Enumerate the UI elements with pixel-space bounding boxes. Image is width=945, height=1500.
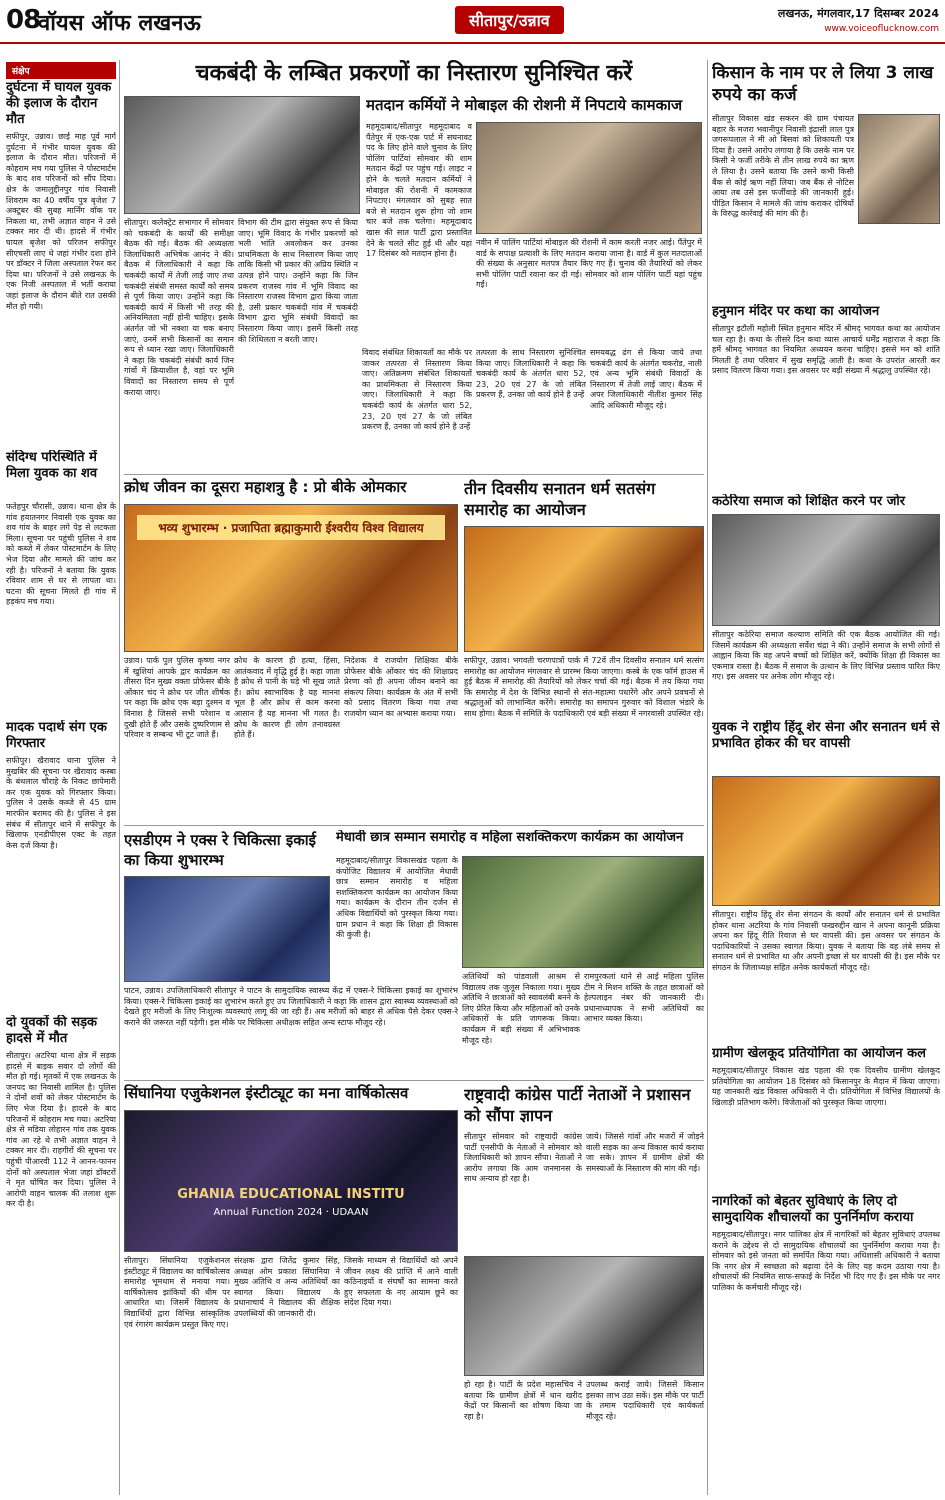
mobile-light-photo — [476, 122, 702, 234]
section-rule — [124, 825, 704, 826]
hindu-army-body: सीतापुर। राष्ट्रीय हिंदू शेर सेना संगठन के कार्यों और सनातन धर्म से प्रभावित होकर थाना अटरिया के गांव निवासी फखरुद्दीन खान ने अपना कानूनी प्रक्रिया अपना कर हिंदू रीति रिवाज से घर वापसी की। इस अवसर पर संगठन के पदाधिकारियों ने उसका स्वागत किया। युवक ने बताया कि वह लंबे समय से सनातन धर्म से प्रभावित था और अपनी इच्छा से घर वापसी की है। इस मौके पर संगठन के जिलाध्यक्ष सहित अनेक कार्यकर्ता मौजूद रहे। — [712, 910, 940, 972]
meritorious-body-3: रामपुरकलां थाने से आई महिला पुलिस टीम ने मिशन शक्ति के तहत छात्राओं को हेल्पलाइन नंबर की जानकारी दी। प्रधानाध्यापक ने सभी अतिथियों का आभार व्यक्त किया। — [584, 972, 704, 1024]
kathera-body: सीतापुर कठेरिया समाज कल्याण समिति की एक बैठक आयोजित की गई। जिसमें कार्यक्रम की अध्यक्षता सर्वेश चंद्रा ने की। उन्होंने समाज के सभी लोगों से आह्वान किया कि वह अपने बच्चों को शिक्षित करें, क्योंकि शिक्षा ही विकास का एकमात्र रास्ता है। बैठक में समाज के उत्थान के लिए विभिन्न प्रस्ताव पारित किए गए। इस अवसर पर अनेक लोग मौजूद रहे। — [712, 630, 940, 682]
hindu-army-headline: युवक ने राष्ट्रीय हिंदू शेर सेना और सनातन धर्म से प्रभावित होकर की घर वापसी — [712, 720, 940, 751]
kathera-photo — [712, 514, 940, 626]
singhania-photo — [124, 1110, 458, 1252]
mobile-light-headline: मतदान कर्मियों ने मोबाइल की रोशनी में निपटाये कामकाज — [366, 96, 683, 114]
congress-photo — [464, 1256, 704, 1376]
meritorious-photo — [462, 856, 704, 968]
meditation-body-1: उन्नाव। पार्क पुल पुलिस कृष्णा नगर में खुशियां आपके द्वार कार्यक्रम का तीसरा दिन मुख्य वक्ता प्रोफेसर बीके ओंकार चंद ने क्रोध पर जीत शीर्षक पर कहा कि क्रोध एक बड़ा दुश्मन व विनाश है जिससे सभी परेशान व दुखी होते हैं और उसके दुष्परिणाम से परिवार व सम्बन्ध भी टूट जाते हैं। — [124, 656, 230, 740]
singhania-stage-text: GHANIA EDUCATIONAL INSTITU — [177, 1187, 405, 1202]
brief-2-headline: संदिग्ध परिस्थिति में मिला युवक का शव — [6, 450, 98, 481]
paper-title: वॉयस ऑफ लखनऊ — [38, 11, 201, 36]
sports-headline: ग्रामीण खेलकूद प्रतियोगिता का आयोजन कल — [712, 1046, 926, 1061]
section-label: सीतापुर/उन्नाव — [455, 6, 564, 34]
mobile-light-body-1: महमूदाबाद/सीतापुर महमूदाबाद व पैंतेपुर में एक-एक पार्ट में सघनावट पद के लिए होने वाले चुनाव के लिए पोलिंग पार्टियां सोमवार की शाम मतदान केंद्रों पर पहुंच गई। लाइट न होने के चलते मतदान कर्मियों ने मोबाइल की रोशनी में कामकाज निपटाए। मंगलवार को सुबह सात बजे से मतदान शुरू होगा जो शाम चार बजे तक चलेगा। महमूदाबाद खास की सात पार्टी द्वारा प्रस्तावित देने के चलते सीट हुई थी और यहां 17 दिसंबर को मतदान होना है। — [366, 122, 472, 259]
meditation-banner: भव्य शुभारम्भ · प्रजापिता ब्रह्माकुमारी ईश्वरीय विश्व विद्यालय — [137, 515, 445, 540]
congress-body-1: सीतापुर सोमवार को राष्ट्रवादी कांग्रेस पार्टी एनसीपी के नेताओं ने सोमवार को जिलाधिकारी को ज्ञापन सौंपा। नेताओं ने आरोप लगाया कि आम जनमानस के साथ अन्याय हो रहा है। — [464, 1132, 582, 1184]
lead-body-5: समयबद्ध ढंग से किया जाये तथा चकबंदी कार्य के अंतर्गत चकरोड, नाली एवं अन्य भूमि संबंधी विवादों के निस्तारण में तेजी लाई जाए। बैठक में अपर जिलाधिकारी नीतीश कुमार सिंह आदि अधिकारी मौजूद रहे। — [590, 348, 702, 410]
meritorious-body-1: महमूदाबाद/सीतापुर विकासखंड पहला के कंपोजिट विद्यालय में आयोजित मेधावी छात्र सम्मान समारोह व महिला सशक्तिकरण कार्यक्रम का आयोजन किया गया। कार्यक्रम के दौरान तीन दर्जन से अधिक विद्यार्थियों को पुरस्कृत किया गया। ग्राम प्रधान ने कहा कि शिक्षा ही विकास की कुंजी है। — [336, 856, 458, 940]
meritorious-body-2: अतिथियों को पांडवाली आश्रम से विद्यालय तक जुलूस निकाला गया। मुख्य अतिथि ने छात्राओं को स्वावलंबी बनने के लिए प्रेरित किया और महिलाओं को उनके अधिकारों के प्रति जागरूक किया। कार्यक्रम में बड़ी संख्या में अभिभावक मौजूद रहे। — [462, 972, 580, 1045]
lead-body-3: विवाद संबंधित शिकायतों का मौके पर जाकर तत्परता से निस्तारण किया जाए। अतिक्रमण संबंधित शिकायतों का प्राथमिकता से निस्तारण किया जाए। जिलाधिकारी ने कहा कि चकबंदी कार्य के अंतर्गत धारा 52, 23, 20 एवं 27 के जो लंबित प्रकरण हैं, उनका जो कार्य होने है उन्हें — [362, 348, 472, 432]
hindu-army-photo — [712, 776, 940, 906]
xray-headline: एसडीएम ने एक्स रे चिकित्सा इकाई का किया शुभारम्भ — [124, 831, 316, 869]
hanuman-body: सीतापुर इटौली महोली स्थित हनुमान मंदिर में श्रीमद् भागवत कथा का आयोजन चल रहा है। कथा के तीसरे दिन कथा व्यास आचार्य धर्मेंद्र महाराज ने कहा कि हमें श्रीमद् भागवत का नियमित अध्ययन करना चाहिए। इससे मन को शांति मिलती है तथा परिवार में सुख समृद्धि आती है। कथा के उपरांत आरती कर प्रसाद वितरण किया गया। इस अवसर पर बड़ी संख्या में श्रद्धालु उपस्थित रहे। — [712, 324, 940, 376]
congress-body-4: उपलब्ध कराई जाये। जिससे किसान इसका लाभ उठा सकें। इस मौके पर पार्टी के तमाम पदाधिकारी एवं कार्यकर्ता मौजूद रहे। — [586, 1380, 704, 1421]
lead-body-1: सीतापुर। कलेक्ट्रेट सभागार में सोमवार को चकबंदी के कार्यों की समीक्षा बैठक की गई। बैठक की अध्यक्षता जिलाधिकारी अभिषेक आनंद ने की। बैठक में जिलाधिकारी ने कहा कि चकबंदी कार्यों में तेजी लाई जाए तथा चकबंदी संबंधी समस्त कार्यों को समय से पूर्ण किया जाए। उन्होंने कहा कि चकबंदी कार्य में किसी भी तरह की अनियमितता नहीं होनी चाहिए। इसके अंतर्गत जो भी नक्शा या चक बनाए जाएं, उनमें सभी किसानों का समान रूप से ध्यान रखा जाए। जिलाधिकारी ने कहा कि चकबंदी संबंधी कार्य जिन गांवों में क्रियाशील है, वहां पर भूमि विवादों का निस्तारण समय से पूर्ण कराया जाए। — [124, 218, 234, 397]
dateline: लखनऊ, मंगलवार,17 दिसम्बर 2024 — [777, 7, 939, 20]
toilets-body: महमूदाबाद/सीतापुर। नगर पालिका क्षेत्र में नागरिकों को बेहतर सुविधाएं उपलब्ध कराने के उद्देश्य से दो सामुदायिक शौचालयों का पुनर्निर्माण कराया गया है। सोमवार को इसे जनता को समर्पित किया गया। अधिशासी अधिकारी ने बताया कि नगर क्षेत्र में स्वच्छता को बढ़ावा देने के लिए यह कदम उठाया गया है। शौचालयों की नियमित साफ-सफाई के निर्देश भी दिए गए हैं। इस मौके पर नगर पालिका के कर्मचारी मौजूद रहे। — [712, 1230, 940, 1292]
satsang-headline: तीन दिवसीय सनातन धर्म सतसंग समारोह का आयोजन — [464, 479, 656, 519]
singhania-body-1: सीतापुर। सिंघानिया एजुकेशनल इंस्टीट्यूट में विद्यालय का वार्षिकोत्सव समारोह भूमधाम से मनाया गया। वार्षिकोत्सव झांकियों की थीम पर आधारित था। जिसमें विद्यालय के विद्यार्थियों द्वारा विभिन्न सांस्कृतिक एवं रंगारंग कार्यक्रम प्रस्तुत किए गए। — [124, 1256, 230, 1329]
meditation-body-2: क्रोध के कारण ही हत्या, हिंसा, आतंकवाद में वृद्धि हुई है। कहा जाता है क्रोध से पानी के घड़े भी सूख जाते हैं। क्रोध स्वाभाविक है यह मानना भूल है और क्रोध से काम करना आसान है यह मानना भी गलत है। क्रोध के कारण ही लोग तनावग्रस्त होते हैं। — [234, 656, 340, 740]
briefs-tag: संक्षेप — [6, 62, 116, 79]
loan-headline: किसान के नाम पर ले लिया 3 लाख रुपये का कर्ज — [712, 63, 934, 105]
hanuman-headline: हनुमान मंदिर पर कथा का आयोजन — [712, 304, 880, 319]
loan-body: सीतापुर विकास खंड सकरन की ग्राम पंचायत बहार के मजरा भवानीपुर निवासी इंद्रासी लाल पुत्र जगरूपलाल ने मी ओ बिसवां को शिकायती पत्र दिया है। उसने आरोप लगाया है कि उसके नाम पर किसी ने फर्जी तरीके से तीन लाख रुपये का ऋण ले लिया है। उसने बताया कि उसने कभी किसी बैंक से कोई ऋण नहीं लिया। जब बैंक से नोटिस आया तब उसे इस फर्जीवाड़े की जानकारी हुई। पीड़ित किसान ने मामले की जांच कराकर दोषियों के विरुद्ध कार्रवाई की मांग की है। — [712, 114, 854, 219]
meditation-photo — [124, 504, 458, 652]
xray-body: पाटन, उन्नाव। उपजिलाधिकारी सीतापुर ने पाटन के सामुदायिक स्वास्थ्य केंद्र में एक्स-रे चिकित्सा इकाई का शुभारंभ किया। एक्स-रे चिकित्सा इकाई का शुभारंभ करते हुए उप जिलाधिकारी ने कहा कि शासन द्वारा स्वास्थ्य व्यवस्थाओं को देखते हुए मरीजों के लिए निःशुल्क व्यवस्थाएं लागू की जा रही हैं। अब मरीजों को बाहर से अधिक पैसे देकर एक्स-रे कराने की जरूरत नहीं पड़ेगी। इस मौके पर चिकित्सा अधीक्षक सहित अन्य स्टाफ मौजूद रहे। — [124, 986, 458, 1027]
satsang-body: सफीपुर, उन्नाव। भगवती चरणपात्रों पार्क में 72वें तीन दिवसीय सनातन धर्म सत्संग समारोह का आयोजन मंगलवार से प्रारम्भ किया जाएगा। कस्बे के एक फॉर्म हाउस में हुई बैठक में समारोह की तैयारियों को लेकर चर्चा की गई। बैठक में तय किया गया कि समारोह में देश के विभिन्न स्थानों से संत-महात्मा पधारेंगे और अपने प्रवचनों से श्रद्धालुओं को लाभान्वित करेंगे। समारोह का समापन गुरुवार को विशाल भंडारे के साथ होगा। बैठक में समिति के पदाधिकारी एवं बड़ी संख्या में नगरवासी उपस्थित रहे। — [464, 656, 704, 718]
lead-photo — [124, 96, 360, 214]
brief-2-body: फतेहपुर चौरासी, उन्नाव। थाना क्षेत्र के गांव हयातनगर निवासी एक युवक का शव गांव के बाहर लगे पेड़ से लटकता मिला। सूचना पर पहुंची पुलिस ने शव को कब्जे में लेकर पोस्टमार्टम के लिए भेज दिया और मामले की जांच कर रही है। परिजनों ने बताया कि युवक रविवार शाम से घर से लापता था। घटना की सूचना मिलते ही गांव में हड़कंप मच गया। — [6, 502, 116, 607]
brief-3-body: सफीपुर। खैरावाद थाना पुलिस ने मुखबिर की सूचना पर खैरावाद कस्बा के बंथलाल चौराहे के निकट छापेमारी कर एक युवक को गिरफ्तार किया। पुलिस ने उसके कब्जे से 45 ग्राम मारफीन बरामद की है। पुलिस ने इस संबंध में सीतापुर थाने में सफीपुर के खिलाफ एनडीपीएस एक्ट के तहत केस दर्ज किया है। — [6, 756, 116, 850]
masthead — [0, 0, 945, 44]
page-number: 08 — [6, 5, 41, 35]
xray-photo — [124, 876, 330, 982]
brief-4-body: सीतापुर। अटरिया थाना क्षेत्र में सड़क हादसे में बाइक सवार दो लोगों की मौत हो गई। मृतकों में एक लखनऊ के जनपद का निवासी शामिल है। पुलिस ने दोनों शवों को लेकर पोस्टमार्टम के लिए भेज दिया है। हादसे के बाद परिजनों में कोहराम मच गया। अटरिया क्षेत्र से मडिया लोहारन गांव तक युवक गांव आ रहे थे तभी अज्ञात वाहन ने टक्कर मार दी। राहगीरों की सूचना पर पहुंची पीआरवी 112 ने आनन-फानन दोनों को अस्पताल भेजा जहां डॉक्टरों ने मृत घोषित कर दिया। पुलिस ने आरोपी वाहन चालक की तलाश शुरू कर दी है। — [6, 1051, 116, 1209]
section-rule — [124, 474, 704, 475]
satsang-photo — [464, 526, 704, 652]
lead-body-2: विभाग की टीम द्वारा संयुक्त रूप से किया जाए। भूमि विवाद के गंभीर प्रकरणों को भली भांति अवलोकन कर उनका प्राथमिकता के साथ निस्तारण किया जाए ताकि किसी भी प्रकार की अप्रिय स्थिति न उत्पन्न होने पाए। उन्होंने कहा कि जिन प्रकरण राजस्व गांव में भूमि विवाद का निस्तारण राजस्व विभाग द्वारा किया जाता है, उसी प्रकार चकबंदी गांव में चकबंदी विभाग द्वारा भूमि संबंधी विवादों का निस्तारण किया जाए। इसमें किसी तरह की शिथिलता न बरती जाए। — [238, 218, 358, 344]
website: www.voiceoflucknow.com — [824, 24, 939, 34]
kathera-headline: कठेरिया समाज को शिक्षित करने पर जोर — [712, 494, 906, 509]
meritorious-headline: मेधावी छात्र सम्मान समारोह व महिला सशक्तिकरण कार्यक्रम का आयोजन — [336, 830, 684, 845]
meditation-headline: क्रोध जीवन का दूसरा महाशत्रु है : प्रो बीके ओमकार — [124, 478, 407, 496]
congress-headline: राष्ट्रवादी कांग्रेस पार्टी नेताओं ने प्रशासन को सौंपा ज्ञापन — [464, 1085, 691, 1125]
lead-headline: चकबंदी के लम्बित प्रकरणों का निस्तारण सुनिश्चित करें — [195, 61, 633, 86]
brief-1-body: सफीपुर, उन्नाव। छाई माह पूर्व मार्ग दुर्घटना में गंभीर घायल युवक की इलाज के दौरान मौत। परिजनों में कोहराम मच गया पुलिस ने पोस्टमार्टम के बाद शव परिजनों को सौंप दिया। क्षेत्र के जमालुद्दीनपुर गांव निवासी शिवराम का 40 वर्षीय पुत्र बृजेश 7 अक्टूबर की सुबह मार्निंग वॉक पर निकला था, तभी अज्ञात वाहन ने उसे टक्कर मार दी थी। हादसे में गंभीर घायल बृजेश को परिजन सफीपुर सीएचसी लाए थे जहां गंभीर दशा होने पर डॉक्टर ने जिला अस्पताल रेफर कर दिया था। परिजनों ने उसे लखनऊ के एक निजी अस्पताल में भर्ती कराया जहां इलाज के दौरान बीते रात उसकी मौत हो गयी। — [6, 132, 116, 311]
sports-body: महमूदाबाद/सीतापुर विकास खंड पहला की एक दिवसीय ग्रामीण खेलकूद प्रतियोगिता का आयोजन 18 दिसंबर को किसानपुर के मैदान में किया जाएगा। यह जानकारी खंड विकास अधिकारी ने दी। प्रतियोगिता में विभिन्न विद्यालयों के खिलाड़ी प्रतिभाग करेंगे। विजेताओं को पुरस्कृत किया जाएगा। — [712, 1066, 940, 1107]
toilets-headline: नागरिकों को बेहतर सुविधाएं के लिए दो सामुदायिक शौचालयों का पुनर्निर्माण कराया — [712, 1194, 914, 1225]
brief-4-headline: दो युवकों की सड़क हादसे में मौत — [6, 1015, 98, 1046]
column-rule — [707, 60, 708, 1495]
singhania-headline: सिंघानिया एजुकेशनल इंस्टीट्यूट का मना वार्षिकोत्सव — [124, 1084, 409, 1102]
congress-body-2: जाये। जिससे गांवों और मजरों में जोड़ने वाली सड़क का अन्य विकास कार्य कराया जा सके। ज्ञापन में ग्रामीण क्षेत्रों की समस्याओं के निस्तारण की मांग की गई। — [586, 1132, 704, 1173]
section-rule — [124, 1080, 704, 1081]
singhania-body-2: संरक्षक द्वारा जितेंद्र कुमार सिंह, अध्यक्ष ओम प्रकाश सिंघानिया ने मुख्य अतिथि व अन्य अतिथियों का स्वागत किया। विद्यालय के प्रधानाचार्य ने विद्यालय की शैक्षिक उपलब्धियों की जानकारी दी। — [234, 1256, 340, 1318]
meditation-body-3: निदेशक वे राजयोग शिक्षिका बीके प्रोफेसर बीके ओंकार चंद की शिक्षाप्रद प्रेरणा को ही अपना जीवन बनाने का संकल्प लिया। कार्यक्रम के अंत में सभी को प्रसाद वितरण किया गया तथा राजयोग ध्यान का अभ्यास कराया गया। — [344, 656, 458, 718]
singhania-body-3: जिसके माध्यम से विद्यार्थियों को अपने जीवन लक्ष्य की प्राप्ति में आने वाली कठिनाइयों व संघर्षों का सामना करते हुए सफलता के नए आयाम छूने का संदेश दिया गया। — [344, 1256, 458, 1308]
column-rule — [119, 60, 120, 1495]
mobile-light-body-2: नवीन में पालिंग पार्टियां मोबाइल की रोशनी में काम करती नजर आई। पैंतेपुर में वार्ड के सपाक्ष प्रत्याशी के लिए मतदान कराया जाना है। वार्ड में कुल मतदाताओं की संख्या के अनुसार मतपत्र तैयार किए गए हैं। चुनाव की तैयारियों को लेकर सभी पोलिंग पार्टी रवाना कर दी गई। सोमवार को शाम पोलिंग पार्टी यहां पहुंच गईं। — [476, 238, 702, 290]
farmer-photo — [858, 114, 940, 224]
singhania-stage-subtext: Annual Function 2024 · UDAAN — [213, 1207, 369, 1218]
congress-body-3: हो रहा है। पार्टी के प्रदेश महासचिव ने बताया कि ग्रामीण क्षेत्रों में धान खरीद केंद्रों पर किसानों का शोषण किया जा रहा है। — [464, 1380, 582, 1421]
brief-1-headline: दुर्घटना में घायल युवक की इलाज के दौरान मौत — [6, 80, 112, 127]
lead-body-4: तत्परता के साथ निस्तारण सुनिश्चित किया जाए। जिलाधिकारी ने कहा कि चकबंदी कार्य के अंतर्गत धारा 52, 23, 20 एवं 27 के जो लंबित प्रकरण हैं, उनका जो कार्य होने है उन्हें — [476, 348, 586, 400]
brief-3-headline: मादक पदार्थ संग एक गिरफ्तार — [6, 720, 107, 751]
